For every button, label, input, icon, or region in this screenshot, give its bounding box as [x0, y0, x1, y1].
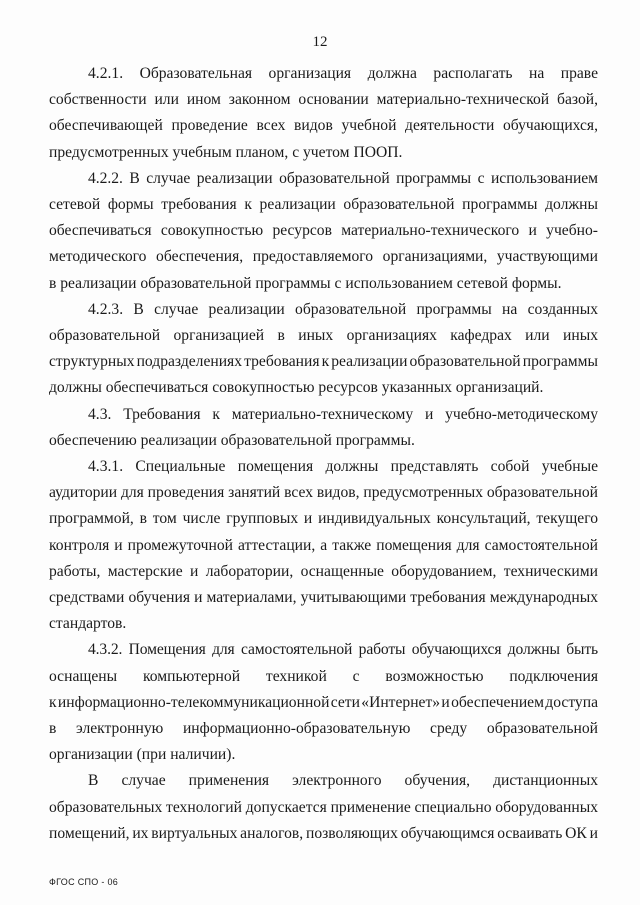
text-line: собственности или ином законном основании материально-технической базой,: [49, 91, 598, 109]
text-line: 4.2.1. Образовательная организация должна располагать на праве: [88, 65, 598, 82]
text-line: предусмотренных учебным планом, с учетом ПООП.: [49, 143, 403, 161]
paragraph-4-3: [49, 402, 598, 454]
text-line: средствами обучения и материалами, учитывающими требования международных: [49, 589, 598, 607]
paragraph-4-3-2: [49, 637, 598, 768]
text-line: 4.2.2. В случае реализации образовательной программы с использованием: [88, 169, 598, 187]
paragraph-4-2-2: [49, 166, 598, 297]
text-line: помещений, их виртуальных аналогов, позволяющих обучающимся осваивать ОК и: [49, 824, 598, 842]
paragraph-distance-learning: [49, 768, 598, 847]
text-line: 4.3.2. Помещения для самостоятельной работы обучающихся должны быть: [88, 641, 598, 659]
page-number: 12: [312, 34, 328, 50]
text-line: стандартов.: [49, 615, 127, 633]
text-line: образовательной организацией в иных организациях кафедрах или иных: [49, 327, 598, 345]
text-line: организации (при наличии).: [49, 746, 236, 764]
text-line: к информационно-телекоммуникационной сети «Интернет» и обеспечением доступа: [49, 693, 598, 711]
text-line: 4.2.3. В случае реализации образовательной программы на созданных: [88, 300, 598, 318]
text-line: работы, мастерские и лаборатории, оснащенные оборудованием, техническими: [49, 562, 598, 580]
text-line: структурных подразделениях требования к реализации образовательной программы: [49, 353, 598, 371]
text-line: оснащены компьютерной техникой с возможностью подключения: [49, 667, 598, 685]
text-line: в электронную информационно-образовательную среду образовательной: [49, 720, 598, 738]
text-line: должны обеспечиваться совокупностью ресурсов указанных организаций.: [49, 379, 544, 397]
text-line: сетевой формы требования к реализации образовательной программы должны: [49, 196, 598, 214]
text-line: 4.3.1. Специальные помещения должны представлять собой учебные: [88, 458, 598, 476]
footer-standard-code: ФГОС СПО - 06: [49, 877, 119, 887]
paragraph-4-3-1: [49, 454, 598, 637]
text-line: образовательных технологий допускается применение специально оборудованных: [49, 798, 598, 816]
document-body: [49, 61, 598, 847]
text-line: обеспечивающей проведение всех видов учебной деятельности обучающихся,: [49, 117, 598, 135]
text-line: методического обеспечения, предоставляемого организациями, участвующими: [49, 248, 598, 266]
text-line: программой, в том числе групповых и индивидуальных консультаций, текущего: [49, 510, 598, 528]
text-line: 4.3. Требования к материально-техническому и учебно-методическому: [88, 405, 598, 423]
paragraph-4-2-1: [49, 61, 598, 166]
text-line: В случае применения электронного обучения, дистанционных: [88, 772, 598, 790]
text-line: обеспечению реализации образовательной программы.: [49, 431, 415, 449]
text-line: аудитории для проведения занятий всех видов, предусмотренных образовательной: [49, 484, 598, 502]
text-line: в реализации образовательной программы с использованием сетевой формы.: [49, 274, 562, 292]
text-line: контроля и промежуточной аттестации, а также помещения для самостоятельной: [49, 536, 598, 554]
text-line: обеспечиваться совокупностью ресурсов материально-технического и учебно-: [49, 222, 598, 240]
paragraph-4-2-3: [49, 297, 598, 402]
